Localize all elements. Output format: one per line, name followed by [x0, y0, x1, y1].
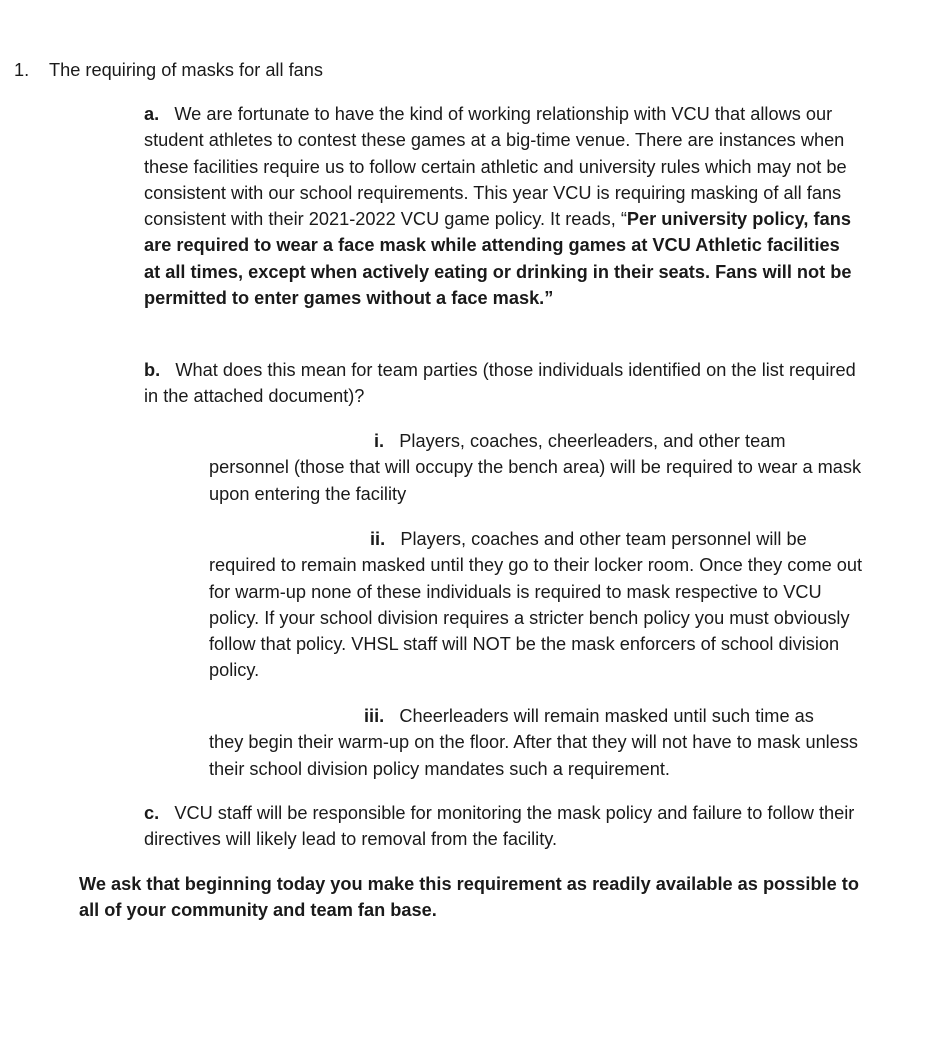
list-item-1 [14, 57, 914, 83]
sub-item-iii-first-line [209, 703, 869, 729]
list-number: 1. [14, 60, 30, 80]
paragraph-c-text: VCU staff will be responsible for monitoring the mask policy and failure to follow their directives will likely lead to removal from the facility. [144, 803, 855, 850]
paragraph-b [144, 357, 860, 410]
sub-item-iii-marker: iii. [364, 706, 385, 726]
sub-item-i-text: personnel (those that will occupy the bench area) will be required to wear a mask upon entering the facility [209, 457, 862, 504]
sub-item-iii-lead: Cheerleaders will remain masked until such time as [399, 706, 814, 726]
paragraph-a-text: We are fortunate to have the kind of working relationship with VCU that allows our student athletes to contest these games at a big-time venue. There are instances when these facilities require us to follow certain athletic and university rules which may not be consistent with our school requirements. This year VCU is requiring masking of all fans consistent with their 2021-2022 VCU game policy. It reads, “ [144, 104, 847, 230]
paragraph-b-marker: b. [144, 360, 161, 380]
paragraph-b-text: What does this mean for team parties (those individuals identified on the list required in the attached document)? [144, 360, 856, 407]
closing-statement: We ask that beginning today you make this requirement as readily available as possible to all of your community and team fan base. [79, 874, 859, 921]
policy-quote: Per university policy, fans are required to wear a face mask while attending games at VCU Athletic facilities at all times, except when actively eating or drinking in their seats. Fans will not be permitted to enter games without a face mask.” [144, 209, 852, 309]
sub-item-iii [209, 703, 869, 782]
sub-item-ii-lead: Players, coaches and other team personnel will be [400, 529, 807, 549]
sub-item-ii-marker: ii. [370, 529, 386, 549]
sub-item-i-lead: Players, coaches, cheerleaders, and other team [399, 431, 786, 451]
paragraph-c-marker: c. [144, 803, 160, 823]
paragraph-a [144, 101, 860, 311]
sub-item-ii-text: required to remain masked until they go to their locker room. Once they come out for warm-up none of these individuals is required to mask respective to VCU policy. If your school division requires a stricter bench policy you must obviously follow that policy. VHSL staff will NOT be the mask enforcers of school division policy. [209, 555, 863, 681]
list-item-title: The requiring of masks for all fans [49, 60, 323, 80]
paragraph-a-marker: a. [144, 104, 160, 124]
sub-item-i-first-line [209, 428, 869, 454]
sub-item-i [209, 428, 869, 507]
sub-item-i-marker: i. [374, 431, 385, 451]
sub-item-ii [209, 526, 869, 684]
paragraph-c [144, 800, 860, 853]
sub-item-iii-text: they begin their warm-up on the floor. After that they will not have to mask unless their school division policy mandates such a requirement. [209, 732, 859, 779]
sub-item-ii-first-line [209, 526, 869, 552]
